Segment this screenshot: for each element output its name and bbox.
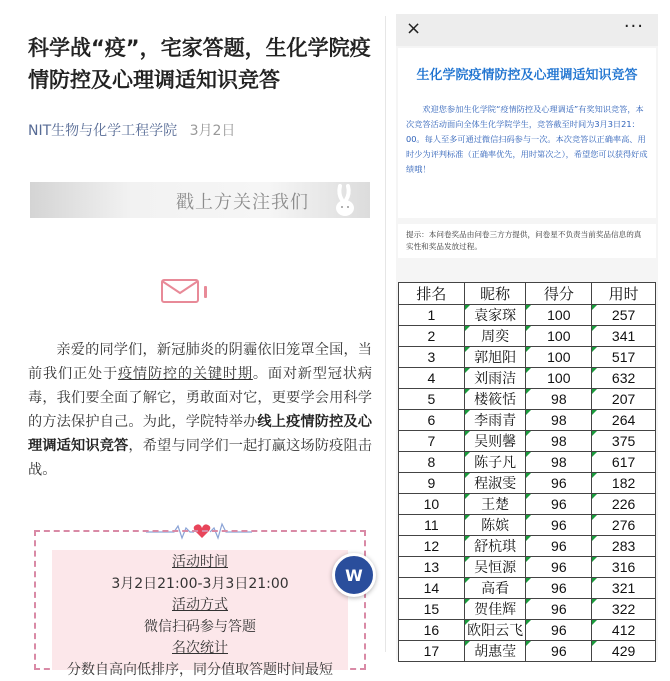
more-icon[interactable]: ···: [624, 16, 644, 37]
score-cell: 98: [526, 389, 592, 410]
rank-cell: 6: [399, 410, 465, 431]
nickname-cell: 舒杭琪: [464, 536, 526, 557]
quiz-topbar: [396, 14, 658, 46]
rank-cell: 14: [399, 578, 465, 599]
nickname-cell: 李雨青: [464, 410, 526, 431]
table-row: [399, 368, 656, 389]
table-row: [399, 536, 656, 557]
score-cell: 96: [526, 494, 592, 515]
table-row: [399, 494, 656, 515]
rank-cell: 7: [399, 431, 465, 452]
rank-cell: 2: [399, 326, 465, 347]
rank-cell: 9: [399, 473, 465, 494]
table-row: [399, 599, 656, 620]
publish-date: 3月2日: [190, 123, 236, 139]
quiz-description: 欢迎您参加生化学院“疫情防控及心理调适”有奖知识竞答，本次竞答活动面向全体生化学院学生，竞答截至时间为3月3日21：00。每人至多可通过微信扫码参与一次。本次竞答以正确率高、用时少为评判标准（正确率优先，用时第次之），希望您可以获得好成绩哦！: [406, 102, 650, 177]
nickname-cell: 高看: [464, 578, 526, 599]
time-cell: 264: [592, 410, 656, 431]
author-link[interactable]: NIT生物与化学工程学院: [28, 123, 177, 139]
header-score: 得分: [526, 283, 592, 305]
intro-highlight-underline: 疫情防控的关键时期: [118, 366, 253, 382]
header-time: 用时: [592, 283, 656, 305]
rank-cell: 8: [399, 452, 465, 473]
score-cell: 98: [526, 452, 592, 473]
score-cell: 96: [526, 536, 592, 557]
envelope-icon: [160, 278, 214, 304]
activity-info-frame: [34, 530, 366, 670]
activity-info-panel: [52, 550, 348, 670]
score-cell: 100: [526, 305, 592, 326]
rank-cell: 12: [399, 536, 465, 557]
score-cell: 100: [526, 368, 592, 389]
table-row: [399, 410, 656, 431]
table-row: [399, 305, 656, 326]
rank-cell: 16: [399, 620, 465, 641]
time-cell: 257: [592, 305, 656, 326]
time-cell: 632: [592, 368, 656, 389]
score-cell: 98: [526, 431, 592, 452]
close-icon[interactable]: ×: [406, 18, 421, 39]
rank-cell: 11: [399, 515, 465, 536]
score-cell: 96: [526, 515, 592, 536]
table-row: [399, 578, 656, 599]
nickname-cell: 程淑雯: [464, 473, 526, 494]
nickname-cell: 刘雨洁: [464, 368, 526, 389]
intro-text: 亲爱的同学们，新冠肺炎的阴霾依旧笼罩全国，当前我们正处于: [28, 342, 372, 382]
intro-highlight-bold: 线上疫情防控及心理调适知识竞答: [28, 414, 372, 454]
activity-time-label: 活动时间: [52, 552, 348, 574]
time-cell: 207: [592, 389, 656, 410]
nickname-cell: 周奕: [464, 326, 526, 347]
article-panel: [14, 16, 386, 652]
time-cell: 617: [592, 452, 656, 473]
time-cell: 341: [592, 326, 656, 347]
rank-cell: 17: [399, 641, 465, 662]
quiz-panel: [396, 14, 658, 660]
rank-cell: 1: [399, 305, 465, 326]
table-row: [399, 620, 656, 641]
time-cell: 276: [592, 515, 656, 536]
intro-text: ，希望与同学们一起打赢这场防疫阻击战。: [28, 438, 372, 478]
time-cell: 321: [592, 578, 656, 599]
nickname-cell: 王楚: [464, 494, 526, 515]
rank-cell: 10: [399, 494, 465, 515]
activity-method-value: 微信扫码参与答题: [52, 617, 348, 639]
rank-cell: 3: [399, 347, 465, 368]
table-row: [399, 515, 656, 536]
table-row: [399, 347, 656, 368]
follow-banner-text: 戳上方关注我们: [176, 188, 309, 214]
table-row: [399, 389, 656, 410]
score-cell: 96: [526, 599, 592, 620]
nickname-cell: 郭旭阳: [464, 347, 526, 368]
follow-banner: [30, 182, 370, 218]
intro-paragraph: [28, 338, 372, 482]
nickname-cell: 贺佳辉: [464, 599, 526, 620]
nickname-cell: 袁家琛: [464, 305, 526, 326]
nickname-cell: 欧阳云飞: [464, 620, 526, 641]
score-cell: 96: [526, 620, 592, 641]
nickname-cell: 陈嫔: [464, 515, 526, 536]
rank-cell: 5: [399, 389, 465, 410]
article-title: 科学战“疫”，宅家答题，生化学院疫情防控及心理调适知识竞答: [28, 32, 372, 96]
nickname-cell: 吴恒源: [464, 557, 526, 578]
time-cell: 322: [592, 599, 656, 620]
quiz-tip: 提示：本问卷奖品由问卷三方方提供，问卷星不负责当前奖品信息的真实性和奖品发放过程。: [398, 224, 656, 258]
header-nickname: 昵称: [464, 283, 526, 305]
activity-method-label: 活动方式: [52, 595, 348, 617]
nickname-cell: 胡惠莹: [464, 641, 526, 662]
rank-rule-label: 名次统计: [52, 638, 348, 660]
nickname-cell: 陈子凡: [464, 452, 526, 473]
table-row: [399, 326, 656, 347]
table-row: [399, 557, 656, 578]
activity-time-value: 3月2日21:00-3月3日21:00: [52, 574, 348, 596]
score-cell: 96: [526, 641, 592, 662]
time-cell: 517: [592, 347, 656, 368]
intro-text: 。面对新型冠状病毒，我们要全面了解它，勇敢面对它，更要学会用科学的方法保护自己。为此，学院特举办: [28, 366, 372, 430]
table-row: [399, 431, 656, 452]
nickname-cell: 楼筱恬: [464, 389, 526, 410]
time-cell: 226: [592, 494, 656, 515]
score-cell: 96: [526, 473, 592, 494]
floating-w-button[interactable]: W: [332, 553, 376, 597]
score-cell: 96: [526, 578, 592, 599]
ranking-table: [398, 282, 656, 662]
rank-cell: 15: [399, 599, 465, 620]
header-rank: 排名: [399, 283, 465, 305]
time-cell: 283: [592, 536, 656, 557]
quiz-intro-card: [398, 48, 656, 218]
table-row: [399, 473, 656, 494]
rank-rule-value: 分数自高向低排序，同分值取答题时间最短: [52, 660, 348, 681]
table-row: [399, 641, 656, 662]
rank-cell: 4: [399, 368, 465, 389]
score-cell: 100: [526, 326, 592, 347]
rabbit-icon: [330, 182, 360, 218]
time-cell: 429: [592, 641, 656, 662]
table-header-row: [399, 283, 656, 305]
article-meta: [28, 120, 235, 140]
quiz-title: 生化学院疫情防控及心理调适知识竞答: [398, 64, 656, 83]
score-cell: 98: [526, 410, 592, 431]
rank-cell: 13: [399, 557, 465, 578]
score-cell: 96: [526, 557, 592, 578]
time-cell: 182: [592, 473, 656, 494]
time-cell: 375: [592, 431, 656, 452]
table-row: [399, 452, 656, 473]
score-cell: 100: [526, 347, 592, 368]
nickname-cell: 吴则馨: [464, 431, 526, 452]
time-cell: 412: [592, 620, 656, 641]
time-cell: 316: [592, 557, 656, 578]
